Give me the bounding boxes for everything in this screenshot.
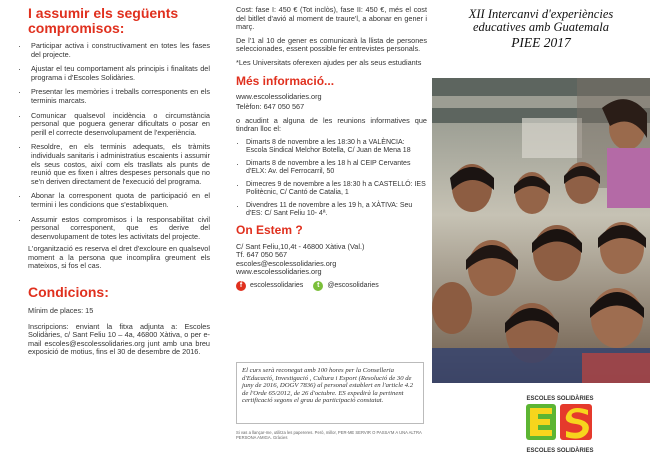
conditions-heading: Condicions: (28, 284, 109, 301)
list-item: · Presentar les memòries i treballs corresponents en els terminis marcats. (28, 88, 210, 105)
facebook-icon[interactable]: f (236, 281, 246, 291)
list-item: · Dimarts 8 de novembre a les 18 h al CEIP Cervantes d'ELX: Av. del Ferrocarril, 50 (236, 160, 427, 177)
list-item: · Assumir estos compromisos i la responsabilitat civil personal corresponent, que es derive del desenvolupament de totes les activitats del projecte. (28, 216, 210, 242)
children-photo-image (432, 78, 650, 383)
cost-text: Cost: fase I: 450 € (Tot inclòs), fase II: 450 €, més el cost del bitllet d'avió al moment de traure'l, a abonar en gener i març. (236, 5, 427, 32)
cover-photo (432, 78, 650, 383)
universities-text: *Les Universitats oferexen ajudes per als seus estudiants (236, 57, 422, 67)
title-line-3: PIEE 2017 (511, 35, 571, 50)
escoles-solidaries-logo (520, 388, 600, 460)
twitter-icon[interactable]: t (313, 281, 323, 291)
web-link[interactable]: www.escolessolidaries.org (236, 91, 322, 101)
list-item: · Abonar la corresponent quota de participació en el termini i les condicions que s'establixquen. (28, 192, 210, 209)
logo-bottom-text: ESCOLES SOLIDÀRIES (526, 448, 594, 454)
where-heading: On Estem ? (236, 222, 303, 237)
commitments-panel (0, 0, 222, 465)
logo-top-text: ESCOLES SOLIDÀRIES (526, 396, 594, 402)
list-item: · Participar activa i constructivament en totes les fases del projecte. (28, 42, 210, 59)
address-phone: Tf. 647 050 567 (236, 250, 288, 260)
address-web[interactable]: www.escolessolidaries.org (236, 267, 322, 277)
commitments-heading: I assumir els següents compromisos: (28, 5, 179, 36)
registration-text: Inscripcions: enviant la fitxa adjunta a: Escoles Solidàries, c/ Sant Feliu 10 – 4a, 46800 Xàtiva, o per e-mail escoles@escolessolidaries.org junt amb una breu exposició de motius, fins el 30 de desembre de 2016. (28, 321, 210, 357)
list-item: · Resoldre, en els terminis adequats, els tràmits individuals sanitaris i administratius escaients i assumir els seus costos, així com els trasllats als punts de reunió que es fixen i altres despeses personals que no se'n deriven directament de l'execució del programa. (28, 143, 210, 186)
list-item: · Dimarts 8 de novembre a les 18:30 h a VALÈNCIA: Escola Sindical Melchor Botella, C/ Juan de Mena 18 (236, 139, 427, 156)
facebook-handle[interactable]: escolessolidaries (250, 282, 304, 290)
list-item: · Ajustar el teu comportament als principis i finalitats del programa i d'Escoles Solidàries. (28, 65, 210, 82)
more-info-heading: Més informació... (236, 73, 335, 88)
cover-title (432, 8, 650, 51)
address-email[interactable]: escoles@escolessolidaries.org (236, 258, 337, 268)
recognition-notice: El curs serà reconegut amb 100 hores per la Conselleria d'Educació, Investigació , Cultura i Esport (Resolució de 30 de juny de 2016, DOGV 7836) al personal establert en l'article 4.2 de l'Orde 65/2012, de 26 d'octubre. ES expedirà la pertinent certificació segons el grau de participació constatat. (236, 362, 424, 424)
title-line-2: educatives amb Guatemala (472, 20, 610, 34)
social-links (236, 281, 427, 291)
meetings-list (236, 139, 427, 219)
meetings-intro: o acudint a alguna de les reunions informatives que tindran lloc el: (236, 115, 427, 134)
list-item: · Dimecres 9 de novembre a les 18:30 h a CASTELLÓ: IES Politècnic, C/ Cantó de Catalia, 1 (236, 181, 427, 198)
address-line: C/ Sant Feliu,10,4t - 46800 Xàtiva (Val.) (236, 241, 365, 251)
min-places: Mínim de places: 15 (28, 306, 94, 316)
list-item: · Divendres 11 de novembre a les 19 h, a XÀTIVA: Seu d'ES: C/ Sant Feliu 10- 4ª. (236, 202, 427, 219)
twitter-handle[interactable]: @escosolidaries (327, 282, 379, 290)
address-block (236, 243, 427, 277)
commitments-list (28, 42, 210, 241)
reserve-text: L'organització es reserva el dret d'excloure en qualsevol moment a la persona que incomplira greument els mateixos, si fos el cas. (28, 244, 210, 271)
phone: Telèfon: 647 050 567 (236, 102, 305, 112)
logo-image (520, 388, 600, 460)
list-item: · Comunicar qualsevol incidència o circumstància personal que poguera generar dificultats o posar en perill el correcte desenvolupament de l'experiència. (28, 112, 210, 138)
footnote: Si vas a llançar-me, utilitza les papereres. Però, millor, PER-ME SERVIR O PASSA'M A UNA ALTRA PERSONA AMIGA. Gràcies (236, 430, 422, 440)
title-line-1: XII Intercanvi d'experiències (468, 7, 614, 21)
dates-text: De l'1 al 10 de gener es comunicarà la llista de persones seleccionades, essent possible fer entrevistes personals. (236, 35, 427, 54)
